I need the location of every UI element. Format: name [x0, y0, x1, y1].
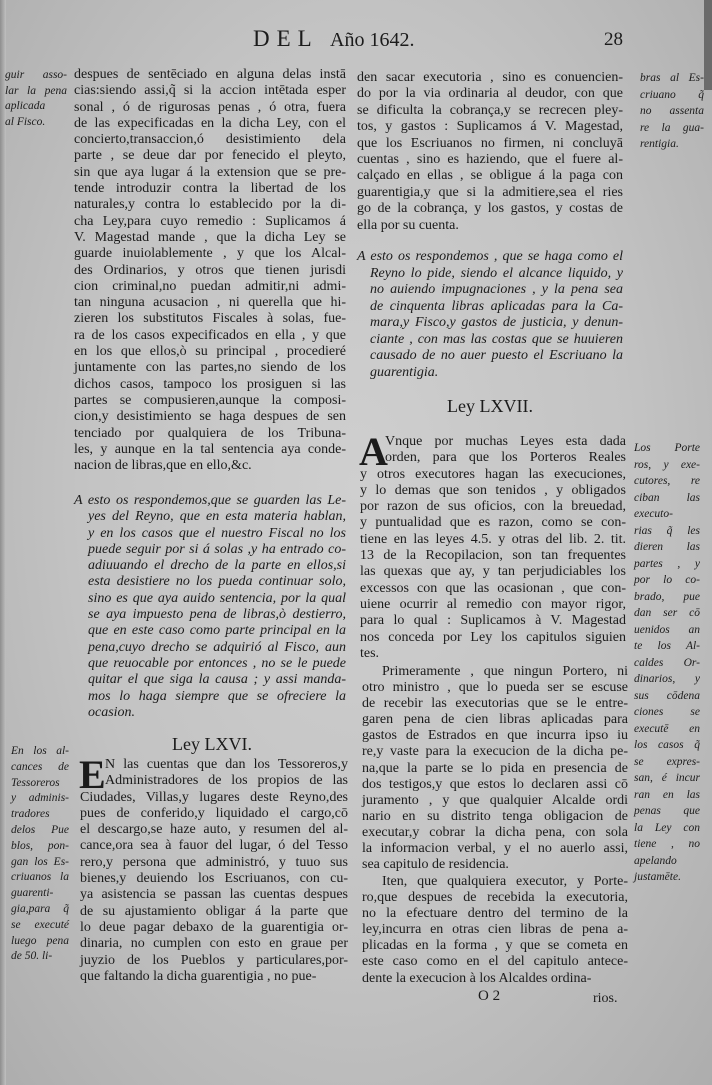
text-line: penas que — [634, 805, 700, 817]
text-line: executar,y cobrar la dicha pena, con sola — [362, 824, 628, 840]
text-line: ros, y exe- — [634, 458, 700, 471]
text-line: tiene , no — [634, 838, 700, 850]
text-line: A esto os respondemos , que se haga como el — [357, 249, 623, 264]
text-line: Iten, que qualquiera executor, y Porte- — [382, 874, 628, 889]
text-line: rias q̃ les — [634, 524, 700, 537]
text-line: cias:siendo assi,q̃ si la accion intētada esper — [74, 83, 346, 99]
text-line: sus cōdena — [634, 689, 700, 702]
text-line: cances de — [11, 760, 69, 773]
text-line: que reuocable por entonces , no se le puede — [88, 655, 346, 671]
text-line: adiuuando el drecho de la parte en ellos,si — [88, 558, 346, 574]
text-line: uiene ocurrir al remedio con mayor rigor, — [360, 596, 626, 612]
text-line: luego pena — [11, 934, 69, 947]
text-line: la Ley con — [634, 821, 700, 834]
margin-note — [11, 744, 69, 965]
catchword: rios. — [593, 991, 618, 1006]
text-line: Reyno lo pide, siendo el alcance liquido, y — [370, 265, 623, 281]
text-line: se aya impuesto pena de libras,ò destierro, — [88, 607, 346, 623]
text-line: la informacion verbal, y el no auerlo assi, — [362, 841, 628, 857]
text-line: cance,ora sea à fauor del lugar, ó del Tesso — [80, 838, 348, 854]
text-line: tende introduzir contra la libertad de los — [74, 181, 346, 197]
text-line: executē en — [634, 722, 700, 735]
text-line: se executé — [11, 918, 69, 931]
text-line: juntamente con las partes,no siendo de los — [74, 360, 346, 376]
text-line: guarentigia. — [370, 364, 439, 380]
text-line: el descargo,se haze auto, y resumen del al- — [80, 822, 348, 838]
text-line: que en este caso como parte principal en la — [88, 623, 346, 639]
text-line: tenciado por qualquiera de los Tribuna- — [74, 425, 346, 441]
text-line: pues de conferido,y liquidado el cargo,cō — [80, 805, 348, 821]
drop-cap: A — [359, 429, 388, 474]
text-line: gia,para q̃ — [11, 902, 69, 915]
text-line: ra de los casos expecificados en ella , y que — [74, 327, 346, 343]
text-line: A esto os respondemos,que se guarden las Le- — [74, 493, 346, 508]
text-line: executo- — [634, 508, 673, 520]
text-line: este caso como en el del capitulo antece- — [362, 954, 628, 970]
body-paragraph — [79, 752, 348, 985]
text-line: En los al- — [11, 745, 69, 757]
text-line: ciones se — [634, 706, 700, 718]
text-line: ro,que despues de recebida la executoria, — [362, 890, 628, 906]
text-line: despues de sentēciado en alguna delas instā — [74, 67, 346, 82]
text-line: dinaria, no cumplen con esto en graue per — [80, 936, 348, 952]
text-line: lo deue pagar debaxo de la guarentigia or- — [80, 919, 348, 935]
text-line: Ciudades, Villas,y lugares deste Reyno,des — [80, 789, 348, 805]
section-heading: Ley LXVII. — [447, 396, 533, 416]
text-line: gan los Es- — [11, 855, 69, 868]
text-line: brado, pue — [634, 590, 700, 603]
text-line: guarde inuiolablemente , y que los Alcal- — [74, 246, 346, 262]
text-line: por razon de sus oficios, con la breuedad, — [360, 499, 626, 515]
text-line: Los Porte — [634, 442, 700, 454]
text-line: tiene en las leyes 4.5. y otras del lib. 2. tit. — [360, 531, 626, 547]
text-line: orden, para que los Porteros Reales — [385, 450, 626, 466]
text-line: no auiendo impugnaciones , y la pena sea — [370, 282, 623, 297]
text-line: Tessoreros — [11, 776, 60, 789]
text-line: tes. — [360, 645, 380, 661]
text-line: rero,y persona que administró, y tuuo sus — [80, 854, 348, 870]
text-line: re,y vaste para la execucion de la dicha pe- — [362, 744, 628, 760]
text-line: criuanos la — [11, 871, 69, 884]
text-line: na,que la parte se lo pida en presencia de — [362, 760, 628, 776]
text-line: naturales,y contra lo establecido por la di- — [74, 197, 346, 213]
text-line: bienes,y deuiendo los Escriuanos, con cu- — [80, 871, 348, 887]
text-line: concierto,transaccion,ó desistimiento dela — [74, 132, 346, 148]
text-line: rentigia. — [640, 138, 679, 150]
text-line: ciban las — [634, 491, 700, 504]
text-line: plicadas en la forma , y que se cometa en — [362, 938, 628, 954]
text-line: ciante , con mas las costas que se huuieren — [370, 331, 623, 347]
text-line: de cinquenta libras aplicadas para la Ca- — [370, 298, 623, 314]
text-line: guir asso- — [5, 69, 67, 81]
text-line: no assenta — [640, 105, 704, 117]
running-title-year: Año 1642. — [330, 29, 415, 51]
text-line: por lo co- — [634, 574, 700, 586]
text-line: Primeramente , que ningun Portero, ni — [382, 664, 628, 679]
text-line: puede seguir por si á solas ,y ha entrado co- — [88, 541, 346, 557]
text-line: que los Escriuanos no firmen, ni concluyā — [357, 135, 623, 151]
text-line: sino es que aya auido sentencia, por la qual — [88, 590, 346, 606]
text-line: para lo qual : Suplicamos à V. Magestad — [360, 613, 626, 629]
text-line: ya asistencia se passan las cuentas despues — [80, 887, 348, 903]
body-paragraph — [362, 664, 628, 873]
text-line: lar la pena — [5, 84, 67, 97]
text-line: y en los casos que el nuestro Fiscal no los — [88, 525, 346, 541]
text-line: calçado en ellas , se obligue á la paga con — [357, 168, 623, 184]
text-line: y otros executores hagan las execuciones, — [360, 466, 626, 482]
text-line: y lo demas que son tenidos , y obligados — [360, 482, 626, 498]
text-line: cion criminal,no puedan admitir,ni admi- — [74, 278, 346, 294]
text-line: justamēte. — [634, 871, 681, 883]
margin-note — [5, 68, 67, 130]
text-line: dinarios, y — [634, 673, 700, 685]
text-line: delos Pue — [11, 823, 69, 836]
signature-mark: O 2 — [478, 988, 501, 1004]
body-paragraph — [362, 874, 628, 987]
text-line: dos testigos,y que estos lo declaren assi cō — [362, 776, 628, 792]
text-line: ley,incurra en otras cien libras de pena a- — [362, 922, 628, 938]
page-edge-shadow — [704, 0, 712, 90]
running-title: DEL — [253, 26, 319, 51]
text-line: les, y aunque en la tal sentencia aya conde- — [74, 441, 346, 457]
text-line: esta desistiere no los pueda continuar solo, — [88, 574, 346, 590]
text-line: al Fisco. — [5, 115, 46, 128]
page-number: 28 — [604, 29, 623, 50]
text-line: dieren las — [634, 541, 700, 553]
text-line: de su ajustamiento obligar á la parte que — [80, 903, 348, 919]
text-line: no la efectuare dentro del termino de la — [362, 906, 628, 922]
text-line: ocasion. — [88, 704, 136, 720]
text-line: aplicada — [5, 100, 46, 113]
text-line: bras al Es- — [640, 72, 704, 84]
text-line: des Ordinarios, y otros que tienen jurisdi — [74, 262, 346, 278]
text-line: den sacar executoria , sino es conuencien- — [357, 70, 623, 85]
text-line: en los que ellos,ò su principal , procedieré — [74, 344, 346, 360]
text-line: te los Al- — [634, 640, 700, 652]
text-line: guarentigia,y que si la admitiere,sea el ries — [357, 184, 623, 200]
text-line: 13 de la Recopilacion, son tan frequentes — [360, 548, 626, 564]
text-line: dente la execucion à los Alcaldes ordina- — [362, 970, 592, 986]
text-line: mos lo haga siempre que se ofreciere la — [88, 688, 346, 704]
text-line: dan ser cō — [634, 607, 700, 619]
text-line: los casos q̃ — [634, 739, 700, 751]
text-line: nacion de libras,que en ello,&c. — [74, 458, 252, 474]
text-line: garen pena de cien libras aplicadas para — [362, 712, 628, 728]
text-line: Administradores de los propios de las — [105, 773, 348, 789]
text-line: se dificulta la cobrança,y se recrecen pley- — [357, 102, 623, 118]
body-paragraph — [359, 429, 626, 662]
text-line: otro ministro , que lo pueda ser se escuse — [362, 680, 628, 696]
text-line: cion,y desistimiento se haga despues de sen — [74, 409, 346, 425]
text-line: y puntualidad que es razon, como se con- — [360, 515, 626, 531]
text-line: que faltando la dicha guarentigia , no pue- — [80, 968, 317, 984]
text-line: juyzio de los Pueblos y particulares,por- — [80, 952, 348, 968]
text-line: Vnque por muchas Leyes esta dada — [385, 434, 626, 449]
text-line: parte , se deue dar por fenecido el pleyto, — [74, 148, 346, 164]
text-line: cuentas , sino es haziendo, que el fuere al- — [357, 151, 623, 167]
text-line: gastos de Estrados en que incurra ipso iu — [362, 728, 628, 744]
text-line: ran en las — [634, 788, 700, 801]
text-line: sonal , ó de rigurosas penas , ó otra, fuera — [74, 99, 346, 115]
text-line: re la gua- — [640, 121, 704, 134]
margin-note — [640, 70, 704, 153]
text-line: las quexas que ay, y tan perjudiciables los — [360, 564, 626, 580]
section-heading: Ley LXVI. — [172, 734, 252, 754]
text-line: go de la cobrança, y los gastos, y costas de — [357, 201, 623, 217]
text-line: de las expecificadas en la dicha Ley, con el — [74, 115, 346, 131]
text-line: de recebir las executorias que se le entre- — [362, 696, 628, 712]
text-line: zieren los substitutos Fiscales à solas, fue- — [74, 311, 346, 327]
text-line: cha Ley,para cuyo remedio : Suplicamos á — [74, 213, 346, 229]
text-line: excessos con que las ocasionan , que con- — [360, 580, 626, 596]
text-line: sin que aya lugar á la extension que se pre- — [74, 164, 346, 180]
text-line: dichos casos, tampoco los prosiguen si las — [74, 376, 346, 392]
text-line: quitar el que siga la causa ; y assi manda- — [88, 672, 346, 688]
text-line: tradores — [11, 808, 50, 821]
body-paragraph — [74, 67, 346, 474]
margin-note — [634, 440, 700, 886]
text-line: guarenti- — [11, 887, 54, 900]
text-line: nario en su distrito tenga obligacion de — [362, 808, 628, 824]
text-line: caldes Or- — [634, 656, 700, 669]
text-line: mara,y Fisco,y gastos de justicia, y denun- — [370, 315, 623, 330]
text-line: do por la via ordinaria al deudor, con que — [357, 86, 623, 102]
body-paragraph — [357, 70, 623, 234]
text-line: ella por su cuenta. — [357, 217, 459, 233]
text-line: tan ninguna acusacion , ni querella que hi- — [74, 295, 346, 311]
text-line: blos, pon- — [11, 839, 69, 852]
text-line: de 50. li- — [11, 950, 53, 963]
text-line: tos, y gastos : Suplicamos á V. Magestad, — [357, 119, 623, 135]
text-line: pena,cuyo drecho se adquirió al Fisco, aun — [88, 639, 346, 655]
text-line: sea capitulo de residencia. — [362, 857, 509, 873]
text-line: san, é incur — [634, 772, 700, 784]
text-line: causado de no auer puesto el Escriuano la — [370, 348, 623, 363]
text-line: criuano q̃ — [640, 88, 704, 101]
text-line: uenidos an — [634, 623, 700, 636]
drop-cap: E — [79, 752, 106, 797]
text-line: apelando — [634, 854, 677, 867]
page-edge-shadow — [0, 0, 6, 1085]
text-line: y adminis- — [11, 792, 69, 805]
text-line: V. Magestad mande , que la dicha Ley se — [74, 229, 346, 245]
text-line: partes se compusieren,aunque la composi- — [74, 392, 346, 408]
text-line: se expres- — [634, 755, 700, 768]
royal-reply-paragraph — [74, 493, 346, 721]
text-line: cutores, re — [634, 475, 700, 487]
text-line: partes , y — [634, 557, 700, 570]
text-line: N las cuentas que dan los Tessoreros,y — [105, 757, 348, 772]
text-line: yes del Reyno, que en esta materia hablan, — [88, 509, 346, 525]
royal-reply-paragraph — [357, 249, 623, 381]
text-line: nos conceda por Ley los capitulos siguien — [360, 629, 626, 645]
text-line: juramento , y que qualquier Alcalde ordi — [362, 792, 628, 808]
